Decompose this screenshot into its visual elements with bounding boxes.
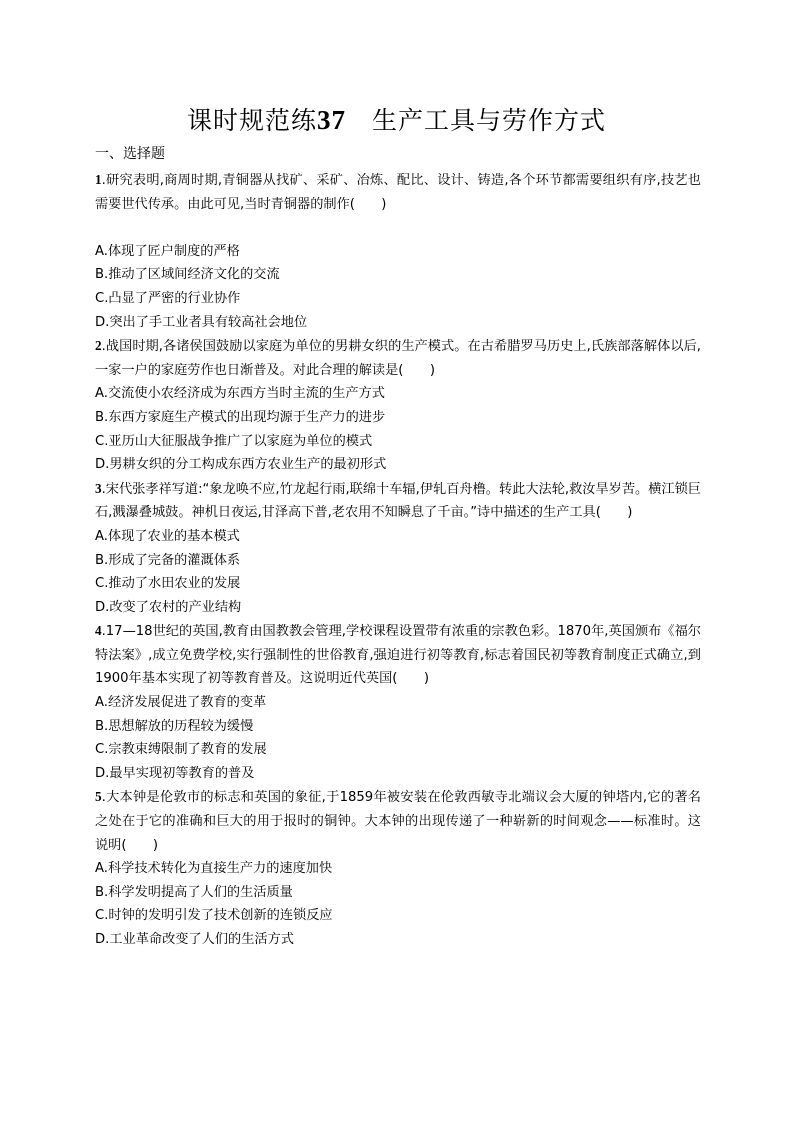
option-a: A.交流使小农经济成为东西方当时主流的生产方式 [95,386,385,402]
question-stem [95,785,701,857]
question-text: .宋代张孝祥写道:“象龙唤不应,竹龙起行雨,联绵十车辐,伊轧百舟橹。转此大法轮,救汝旱岁苦。横江锁巨石,溅瀑叠城鼓。神机日夜运,甘泽高下普,老农用不知瞬息了千亩。”诗中描述的生产工具( ) [95,481,701,521]
option-d: D.最早实现初等教育的普及 [95,765,255,781]
question-stem [95,477,701,525]
option-d: D.突出了手工业者具有较高社会地位 [95,314,308,330]
question-4 [95,619,701,785]
option-b: B.思想解放的历程较为缓慢 [95,718,254,734]
question-2 [95,334,701,477]
option-a: A.经济发展促进了教育的变革 [95,695,267,711]
question-number: 2 [95,338,102,354]
option-c: C.凸显了严密的行业协作 [95,290,241,306]
question-stem [95,619,701,691]
question-number: 4 [95,623,102,639]
question-list [95,168,701,952]
option-c: C.推动了水田农业的发展 [95,576,241,592]
question-stem [95,168,701,216]
question-text: .17—18世纪的英国,教育由国教教会管理,学校课程设置带有浓重的宗教色彩。1870年,英国颁布《福尔特法案》,成立免费学校,实行强制性的世俗教育,强迫进行初等教育,标志着国民初等教育制度正式确立,到1900年基本实现了初等教育普及。这说明近代英国( ) [95,624,701,687]
question-number: 5 [95,789,102,805]
title-suffix: 生产工具与劳作方式 [372,106,607,135]
option-c: C.时钟的发明引发了技术创新的连锁反应 [95,908,333,924]
option-b: B.科学发明提高了人们的生活质量 [95,884,293,900]
question-5 [95,785,701,951]
question-stem [95,334,701,382]
question-1 [95,168,701,334]
option-b: B.推动了区域间经济文化的交流 [95,267,280,283]
option-c: C.宗教束缚限制了教育的发展 [95,742,267,758]
option-b: B.东西方家庭生产模式的出现均源于生产力的进步 [95,409,386,425]
section-heading: 一、选择题 [95,146,165,162]
question-number: 3 [95,480,102,496]
page-title [0,100,793,141]
option-a: A.体现了农业的基本模式 [95,528,240,544]
option-d: D.男耕女织的分工构成东西方农业生产的最初形式 [95,457,387,473]
option-d: D.改变了农村的产业结构 [95,599,242,615]
question-text: .大本钟是伦敦市的标志和英国的象征,于1859年被安装在伦敦西敏寺北端议会大厦的钟塔内,它的著名之处在于它的准确和巨大的用于报时的铜钟。大本钟的出现传递了一种崭新的时间观念——标准时。这说明( ) [95,790,701,853]
option-d: D.工业革命改变了人们的生活方式 [95,932,294,947]
question-text: .战国时期,各诸侯国鼓励以家庭为单位的男耕女织的生产模式。在古希腊罗马历史上,氏族部落解体以后,一家一户的家庭劳作也日渐普及。对此合理的解读是( ) [95,339,701,378]
question-number: 1 [95,172,102,187]
option-c: C.亚历山大征服战争推广了以家庭为单位的模式 [95,433,373,449]
option-a: A.科学技术转化为直接生产力的速度加快 [95,861,333,877]
title-number: 37 [317,105,346,135]
option-b: B.形成了完备的灌溉体系 [95,552,241,568]
question-3 [95,477,701,620]
title-prefix: 课时规范练 [186,106,317,135]
option-a: A.体现了匠户制度的严格 [95,243,240,259]
question-text: .研究表明,商周时期,青铜器从找矿、采矿、冶炼、配比、设计、铸造,各个环节都需要组织有序,技艺也需要世代传承。由此可见,当时青铜器的制作( ) [95,173,701,212]
